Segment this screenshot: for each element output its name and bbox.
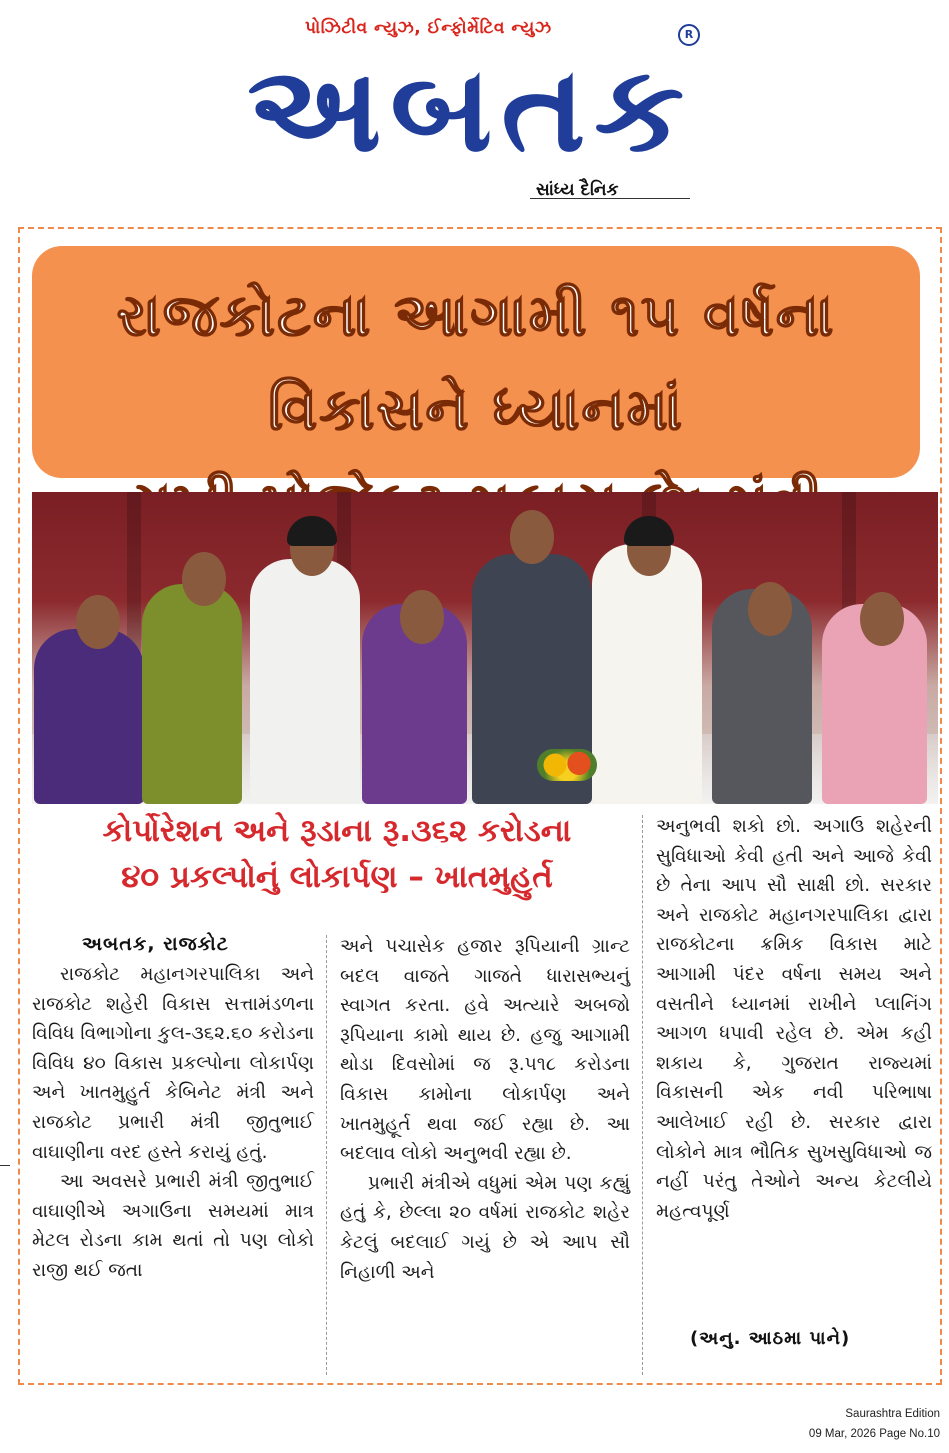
page-footer: [809, 1404, 940, 1444]
continued-note: (અનુ. આઠમા પાને): [690, 1328, 851, 1349]
article-column-1: [32, 960, 314, 1286]
date-page-label: 09 Mar, 2026 Page No.10: [808, 1428, 940, 1440]
person-head: [510, 510, 554, 564]
masthead-underline: [530, 198, 690, 199]
article-paragraph: અનુભવી શકો છો. અગાઉ શહેરની સુવિધાઓ કેવી હતી અને આજે કેવી છે તેના આપ સૌ સાક્ષી છો. સરકાર અને રાજકોટ મહાનગરપાલિકા દ્વારા રાજકોટના ક્રમિક વિકાસ માટે આગામી પંદર વર્ષના સમય અને વસતીને ધ્યાનમાં રાખીને પ્લાનિંગ આગળ ધપાવી રહેલ છે. એમ કહી શકાય કે, ગુજરાત રાજ્યમાં વિકાસની એક નવી પરિભાષા આલેખાઈ રહી છે. સરકાર દ્વારા લોકોને માત્ર ભૌતિક સુખસુવિધાઓ જ નહીં પરંતુ તેઓને અન્ય કેટલીયે મહત્વપૂર્ણ: [656, 816, 932, 1222]
article-paragraph: રાજકોટ મહાનગરપાલિકા અને રાજકોટ શહેરી વિકાસ સત્તામંડળના વિવિધ વિભાગોના કુલ-૩૬૨.૬૦ કરોડના વિવિધ ૪૦ વિકાસ પ્રકલ્પોના લોકાર્પણ અને ખાતમુહુર્ત કેબિનેટ મંત્રી અને રાજકોટ પ્રભારી મંત્રી જીતુભાઈ વાઘાણીના વરદ હસ્તે કરાયું હતું.: [32, 964, 315, 1163]
column-divider: [642, 815, 643, 1375]
person-figure: [142, 584, 242, 804]
sub-headline: [32, 808, 642, 900]
news-photo: [32, 492, 938, 804]
person-figure: [592, 544, 702, 804]
person-hair: [287, 516, 337, 546]
article-paragraph: આ અવસરે પ્રભારી મંત્રી જીતુભાઈ વાઘાણીએ અગાઉના સમયમાં માત્ર મેટલ રોડના કામ થતાં તો પણ લોકો રાજી થઈ જતા: [32, 1171, 314, 1281]
sub-headline-line-2: ૪૦ પ્રકલ્પોનું લોકાર્પણ – ખાતમુહુર્ત: [121, 859, 553, 895]
headline-line-1: રાજકોટના આગામી ૧૫ વર્ષના વિકાસને ધ્યાનમાં: [116, 281, 836, 443]
flower-bouquet: [537, 749, 597, 781]
person-head: [400, 590, 444, 644]
article-paragraph: અને પચાસેક હજાર રૂપિયાની ગ્રાન્ટ બદલ વાજતે ગાજતે ધારાસભ્યનું સ્વાગત કરતા. હવે અત્યારે અબજો રૂપિયાના કામો થાય છે. હજુ આગામી થોડા દિવસોમાં જ રૂ.૫૧૮ કરોડના વિકાસ કામોના લોકાર્પણ અને ખાતમુહૂર્ત થવા જઈ રહ્યા છે. આ બદલાવ લોકો અનુભવી રહ્યા છે.: [340, 936, 630, 1165]
article-column-3: [656, 812, 932, 1226]
article-paragraph: પ્રભારી મંત્રીએ વધુમાં એમ પણ કહ્યું હતું કે, છેલ્લા ૨૦ વર્ષમાં રાજકોટ શહેર કેટલું બદલાઈ ગયું છે એ આપ સૌ નિહાળી અને: [340, 1172, 630, 1283]
edition-label: Saurashtra Edition: [845, 1408, 940, 1420]
person-hair: [624, 516, 674, 546]
column-divider: [326, 935, 327, 1375]
byline: અબતક, રાજકોટ: [82, 933, 229, 955]
person-head: [182, 552, 226, 606]
masthead: [0, 0, 949, 215]
masthead-subtitle: સાંધ્ય દૈનિક: [536, 180, 619, 200]
tagline: પોઝિટીવ ન્યુઝ, ઈન્ફોર્મેટિવ ન્યુઝ: [305, 18, 552, 38]
person-figure: [250, 559, 360, 804]
curtain-fold: [127, 492, 141, 662]
article-column-2: [340, 932, 630, 1287]
registered-mark-icon: R: [678, 24, 700, 46]
headline-banner: [32, 246, 920, 478]
page-edge-mark: [0, 1165, 10, 1166]
person-head: [76, 595, 120, 649]
newspaper-logo: અબતક: [247, 40, 693, 178]
sub-headline-line-1: કોર્પોરેશન અને રૂડાના રૂ.૩૬૨ કરોડના: [102, 813, 572, 849]
person-head: [860, 592, 904, 646]
person-figure: [34, 629, 144, 804]
person-head: [748, 582, 792, 636]
